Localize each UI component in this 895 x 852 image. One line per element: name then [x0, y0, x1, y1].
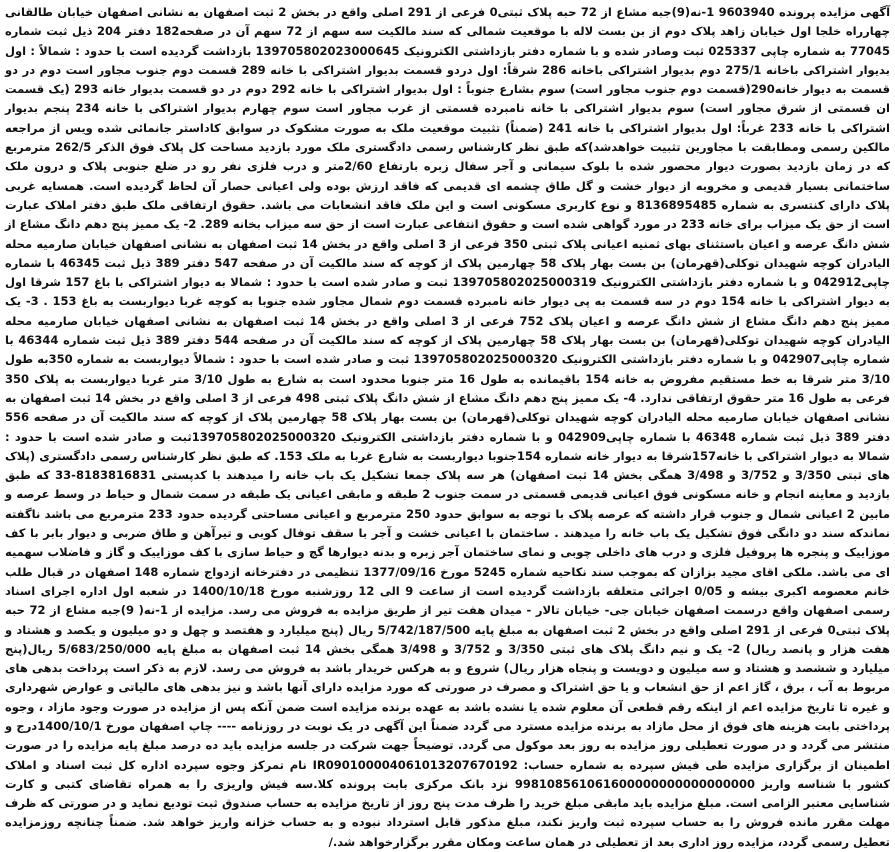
auction-notice-text: آگهی مزایده پرونده 9603940 1-نه(9)جبه مشاع از 72 حبه پلاک ثبتی0 فرعی از 291 اصلی واقع در بخش 2 ثبت اصفهان به نشانی اصفهان خیابان طالقانی چهارراه خلجا اول خیابان زاهد پلاک دوم از بن بست لاله با موقعیت شمالی که سند مالکیت سه سهم از 72 سهم آن در صفحه182 دفتر 204 ذیل ثبت شماره 77045 به شماره چاپی 025337 ثبت وصادر شده و با شماره دفتر بازداشتی الکترونیک 139705802023000645 بازداشت گردیده است با حدود : شمالاً : اول بدیوار اشتراکی باخانه 275/1 دوم بدیوار اشتراکی باخانه 286 شرقاً: اول دردو قسمت بدیوار اشتراکی با خانه 289 قسمت دوم جنوب مجاور است دوم در دو قسمت به دیوار خانه290(قسمت دوم جنوب مجاور است) سوم بشارع جنوباً : اول بدیوار اشتراکی با خانه 292 دوم در دو قسمت بدیوار خانه 293 (یک قسمت ان قسمتی از شرق مجاور است) سوم بدیوار اشتراکی با خانه نامبرده قسمتی از غرب مجاور است سوم چهارم بدیوار اشتراکی با خانه 234 پنجم بدیوار اشتراکی با خانه 233 غرباً: اول بدیوار اشتراکی با خانه 241 (ضمناً) تثبیت موقعیت ملک به صورت مشکوک در سوابق کاداستر جانمائی شده ویس از مراجعه مالکین رسمی ومطابقت با مجاورین تثبیت خواهدشد)که طبق نظر کارشناس رسمی دادگستری ملک مورد بازدید مساحت کل پلاک فوق الذکر 262/5 مترمربع که در زمان بازدید بصورت دیوار محصور شده با بلوک سیمانی و آجر سفال زبره بارتفاع 2/60متر و درب فلزی نفر رو در ضلع جنوبی پلاک و درون ملک ساختمانی بسیار قدیمی و مخروبه از دیوار خشت و گل طاق چشمه ای قدیمی که فاقد ارزش بوده ولی اعیانی حصار آن لحاظ گردیده است. همسایه غربی پلاک دارای کنتسری به شماره 8136895485 و نوع کاربری مسکونی است و این ملک فاقد انشعابات می باشد. حقوق ارتفاقی ملک طبق دفتر املاک عبارت است از حق یک میزاب برای خانه 233 در مورد گواهی شده است و حقوق انتفاعی عبارت است از حق سه میزاب بخانه 289. 2- یک ممیز پنج دهم دانگ مشاع از شش دانگ عرصه و اعیان باستثنای بهای ثمنیه اعیانی پلاک ثبتی 350 فرعی از 3 اصلی واقع در بخش 14 ثبت اصفهان به نشانی اصفهان خیابان صارمیه محله الیادران کوچه شهیدان توکلی(قهرمان) بن بست بهار پلاک 58 چهارمین پلاک از کوچه که سند مالکیت آن در صفحه 547 دفتر 389 ذیل ثبت 46345 با شماره چاپی042912 و با شماره دفتر بازداشتی الکترونیک 139705802025000319 ثبت و صادر شده است با حدود : شمالا به دیوار اشتراکی با باغ 157 شرقا اول به دیوار اشتراکی با خانه 154 دوم در سه قسمت به پی دیوار خانه نامبرده قسمت دوم شمال مجاور شده جنوبا به کوچه غربا دیواربست به باغ 153 . 3- یک ممیز پنج دهم دانگ مشاع از شش دانگ عرصه و اعیان پلاک 752 فرعی از 3 اصلی واقع در بخش 14 ثبت اصفهان به نشانی اصفهان خیابان صارمیه محله الیادران کوچه شهیدان توکلی(قهرمان) بن بست بهار پلاک 58 چهارمین پلاک از کوچه که سند مالکیت آن در صفحه 544 دفتر 389 ذیل ثبت شماره 46344 با شماره چاپی042907 و با شماره دفتر بازداشتی الکترونیک 139705802025000320 ثبت و صادر شده است با حدود : شمالاً دیواربست به شماره 350به طول 3/10 متر شرقا به خط مستقیم مفروض به خانه 154 باقیمانده به طول 16 متر جنوبا محدود است به شارع به طول 3/10 متر غربا دیواربست به پلاک 350 فرعی به طول 16 متر حقوق ارتفاقی ندارد. 4- یک ممیز پنج دهم دانگ مشاع از شش دانگ پلاک ثبتی 498 فرعی از 3 اصلی واقع در بخش 14 ثبت اصفهان به نشانی اصفهان خیابان صارمیه محله الیادران کوچه شهیدان توکلی(قهرمان) بن بست بهار پلاک 58 چهارمین پلاک از کوچه که سند مالکیت آن در صفحه 556 دفتر 389 ذیل ثبت شماره 46348 با شماره چاپی042909 و با شماره دفتر بازداشتی الکترونیک 139705802025000320ثبت و صادر شده است با حدود : شمالا به دیوار اشتراکی با خانه157شرقا به دیوار خانه شماره 154جنوبا دیواربست به شارع غربا به ملک 153. که طبق نظر کارشناس رسمی دادگستری (پلاک های ثبتی 3/350 و 3/752 و 3/498 همگی بخش 14 ثبت اصفهان) هر سه پلاک جمعا تشکیل یک باب خانه را میدهند با کدپستی 8183816831-33 که طبق بازدید و معاینه انجام و خانه مسکونی فوق اعیانی قدیمی قسمتی در سمت جنوب 2 طبقه و مابقی اعیانی یک طبقه در سمت شمال و حیاط در وسط عرصه و مابین 2 اعیانی شمال و جنوب قرار داشته که عرصه پلاک با توجه به سوابق حدود 250 مترمربع و اعیانی مساحتی گردیده حدود 233 مترمربع می باشد ناگفته نماندکه سند دو دانگی فوق تشکیل یک باب خانه را میدهند . ساختمان با اعیانی خشت و آجر با سقف توفال کوبی و تیرآهن و طاق ضربی و دیوار بابر با کف موزاییک و پنجره ها پروفیل فلزی و درب های داخلی چوبی و نمای ساختمان آجر زبره و بدنه دیوارها گچ و حیاط سازی با کف موزاییک و گاز و فاضلاب سهمیه ای می باشد. ملکی اقای مجید بزازان که بموجب سند نکاحیه شماره 5245 مورخ 1377/09/16 تنظیمی در دفترخانه ازدواج شماره 148 اصفهان در قبال طلب خانم معصومه اکبری بیشه و 0/05 اجرائی متعلقه بازداشت گردیده است از ساعت 9 الی 12 روزشنبه مورخ 1400/10/18 در شعبه اول اداره اجرای اسناد رسمی اصفهان واقع درسمت اصفهان خیابان جی- خیابان تالار - میدان هفت تیر از طریق مزایده به فروش می رسد. مزایده از 1-نه( 9)جبه مشاع از 72 حبه پلاک ثبتی0 فرعی از 291 اصلی واقع در بخش 2 ثبت اصفهان به مبلغ پایه 5/742/187/500 ریال (پنج میلیارد و هفتصد و چهل و دو میلیون و یکصد و هشتاد و هفت هزار و پانصد ریال) 2- یک و نیم دانگ پلاک های ثبتی 3/350 و 3/752 و 3/498 همگی بخش 14 ثبت اصفهان به مبلغ پایه 5/683/250/000 ریال(پنج میلیارد و ششصد و هشتاد و سه میلیون و دویست و پنجاه هزار ریال) شروع و به هرکس خریدار باشد به فروش می رسد. لازم به ذکر است پرداخت بدهی های مربوط به آب ، برق ، گاز اعم از حق انشعاب و یا حق اشتراک و مصرف در صورتی که مورد مزایده دارای آنها باشد و نیز بدهی های مالیاتی و عوارض شهرداری و غیره تا تاریخ مزایده اعم از اینکه رقم قطعی آن معلوم شده یا نشده باشد به عهده برنده مزایده است ضمن آنکه پس از مزایده در صورت وجود مازاد ، وجوه پرداختی بابت هزینه های فوق از محل مازاد به برنده مزایده مسترد می گردد ضمناً این آگهی در یک نوبت در روزنامه ---- چاپ اصفهان مورخ 1400/10/1درج و منتشر می گردد و در صورت تعطیلی روز مزایده به روز بعد موکول می گردد. توضیحاً جهت شرکت در جلسه مزایده باید ده درصد مبلغ پایه مزایده را در صورت اطمینان از برگزاری مزایده طی فیش سپرده به شماره حساب: IR090100004061013207670192 نام تمرکز وجوه سپرده اداره کل ثبت اسناد و املاک کشور با شناسه واریز 998108561061600000000000000000 نزد بانک مرکزی بابت پرونده کلا.سه فیش واریزی را به همراه تقاضای کتبی و کارت شناسایی معتبر الزامی است. مبلغ مزایده باید مابقی مبلغ خرید را ظرف مدت پنج روز از تاریخ مزایده به حساب صندوق ثبت تودیع نماید و در صورتی که ظرف مهلت مقرر مانده فروش را به حساب سپرده ثبت واریز نکند، مبلغ مذکور قابل استرداد نبوده و به حساب خزانه واریز خواهد شد. ضمناً چنانچه روزمزایده تعطیل رسمی گردد، مزایده روز اداری بعد از تعطیلی در همان ساعت ومکان مقرر برگزارخواهد شد./ — [5, 5, 891, 849]
